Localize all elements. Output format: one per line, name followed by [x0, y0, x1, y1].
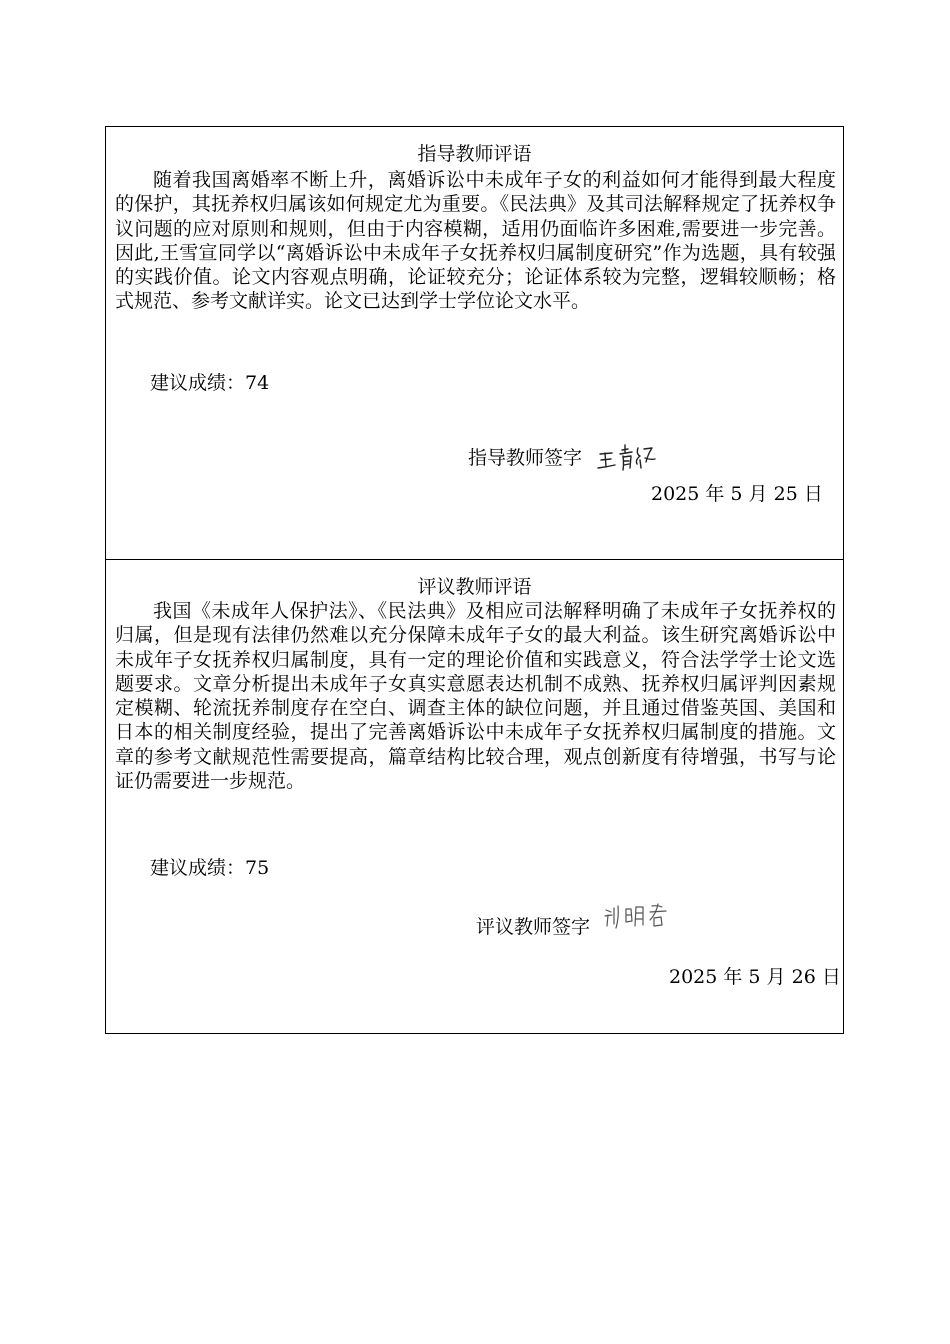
advisor-date: 2025 年 5 月 25 日: [651, 483, 823, 505]
evaluation-table: [105, 126, 844, 1034]
reviewer-handwritten-signature: [602, 900, 682, 936]
reviewer-date: 2025 年 5 月 26 日: [669, 966, 841, 988]
reviewer-signature-line: [476, 915, 682, 939]
advisor-suggested-grade: 建议成绩：74: [150, 372, 270, 394]
reviewer-suggested-grade: 建议成绩：75: [150, 857, 270, 879]
advisor-comment-text: 随着我国离婚率不断上升，离婚诉讼中未成年子女的利益如何才能得到最大程度的保护，其抚养权归属该如何规定尤为重要。《民法典》及其司法解释规定了抚养权争议问题的应对原则和规则，但由于内容模糊，适用仍面临许多困难,需要进一步完善。因此,王雪宣同学以“离婚诉讼中未成年子女抚养权归属制度研究”作为选题，具有较强的实践价值。论文内容观点明确，论证较充分；论证体系较为完整，逻辑较顺畅；格式规范、参考文献详实。论文已达到学士学位论文水平。: [115, 169, 836, 313]
advisor-handwritten-signature: [594, 440, 674, 476]
advisor-signature-line: [468, 440, 674, 476]
advisor-comment-section: [106, 127, 843, 560]
reviewer-sign-label: 评议教师签字: [476, 916, 591, 938]
advisor-sign-label: 指导教师签字: [468, 447, 583, 469]
reviewer-heading: 评议教师评语: [417, 576, 532, 598]
reviewer-comment-text: 我国《未成年人保护法》、《民法典》及相应司法解释明确了未成年子女抚养权的归属，但是现有法律仍然难以充分保障未成年子女的最大利益。该生研究离婚诉讼中未成年子女抚养权归属制度，具有一定的理论价值和实践意义，符合法学学士论文选题要求。文章分析提出未成年子女真实意愿表达机制不成熟、抚养权归属评判因素规定模糊、轮流抚养制度存在空白、调查主体的缺位问题，并且通过借鉴英国、美国和日本的相关制度经验，提出了完善离婚诉讼中未成年子女抚养权归属制度的措施。文章的参考文献规范性需要提高，篇章结构比较合理，观点创新度有待增强，书写与论证仍需要进一步规范。: [115, 600, 836, 793]
advisor-heading: 指导教师评语: [417, 143, 532, 165]
reviewer-comment-section: [106, 560, 843, 1033]
